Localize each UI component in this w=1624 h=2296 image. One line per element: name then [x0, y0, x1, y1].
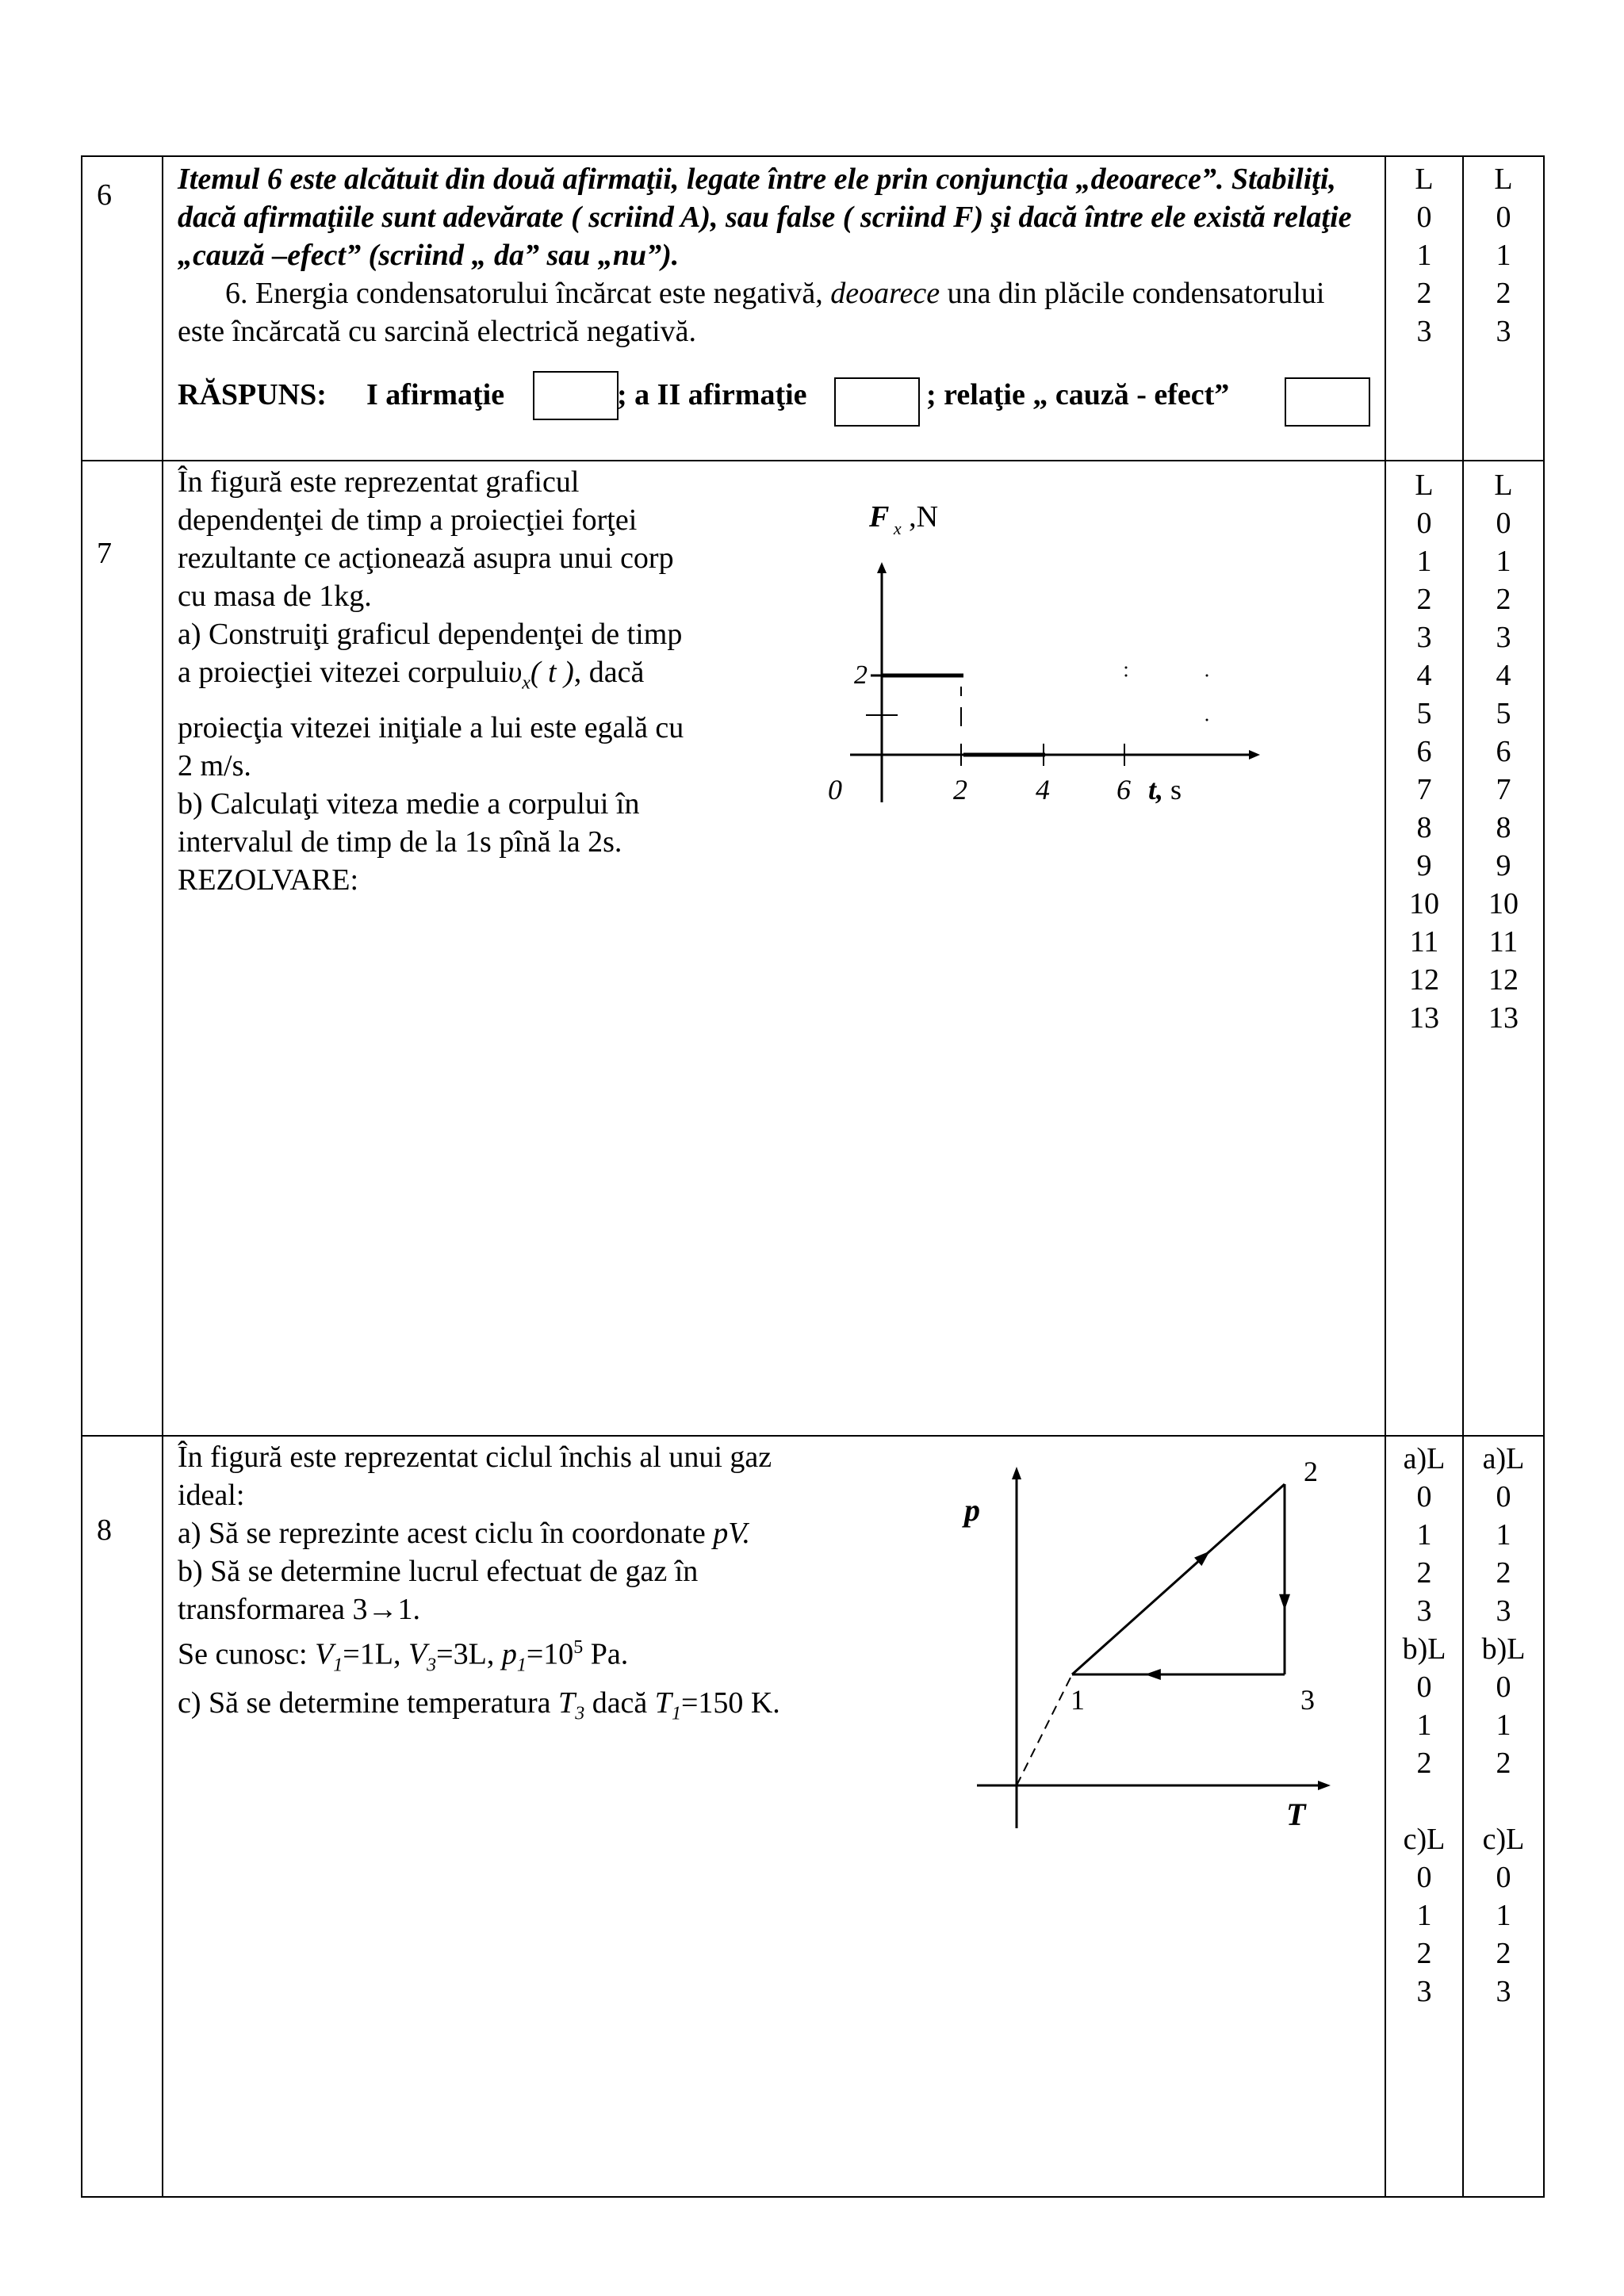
- score-label: 2: [1416, 277, 1432, 310]
- score-label: 5: [1416, 697, 1432, 730]
- score-label: 1: [1496, 1899, 1511, 1932]
- score-label: a)L: [1403, 1442, 1446, 1475]
- score-label: 1: [1416, 1709, 1432, 1742]
- answer-box-relation[interactable]: [1285, 377, 1370, 427]
- x-axis-label: t, s: [1148, 774, 1182, 806]
- text-fragment: dacă: [592, 1686, 648, 1720]
- score-label: 1: [1496, 1709, 1511, 1742]
- score-label: 11: [1409, 925, 1439, 959]
- answer-relation-label: ; relaţie „ cauză - efect”: [926, 378, 1230, 411]
- score-label: b)L: [1402, 1632, 1446, 1666]
- score-label: 0: [1416, 1480, 1432, 1513]
- score-label: 0: [1416, 1670, 1432, 1704]
- cycle-series: [1017, 1456, 1318, 1785]
- score-label: 10: [1488, 887, 1519, 920]
- statement-part1: Energia condensatorului încărcat este negativă,: [255, 277, 823, 310]
- score-label: 8: [1416, 811, 1432, 844]
- value: =3L,: [436, 1637, 495, 1671]
- score-label: 0: [1416, 201, 1432, 234]
- score-label: 0: [1496, 507, 1511, 540]
- score-label: 1: [1496, 545, 1511, 578]
- score-label: 2: [1496, 277, 1511, 310]
- score-label: 1: [1416, 545, 1432, 578]
- item-number: 6: [97, 178, 112, 212]
- score-label: 7: [1496, 773, 1511, 806]
- velocity-subscript: x: [522, 672, 530, 694]
- stray-dot: [1125, 675, 1128, 677]
- text-line: ideal:: [178, 1479, 245, 1512]
- p-axis-label: p: [964, 1492, 980, 1528]
- item-number: 8: [97, 1513, 112, 1547]
- temperature-symbol: T: [558, 1686, 576, 1720]
- x-tick-label: 6: [1116, 774, 1131, 806]
- x-tick-label: 4: [1036, 774, 1050, 806]
- stray-dot: [1125, 667, 1128, 669]
- text-line: cu masa de 1kg.: [178, 580, 372, 613]
- item7-score-column-1: [1386, 466, 1462, 1037]
- answer-second-label: ; a II afirmaţie: [617, 378, 807, 411]
- exam-table: [81, 155, 1545, 2198]
- stray-dot: [1206, 719, 1208, 721]
- score-label: 0: [1416, 1861, 1432, 1894]
- score-label: 2: [1496, 583, 1511, 616]
- score-label: 0: [1496, 1480, 1511, 1513]
- score-label: 0: [1496, 1670, 1511, 1704]
- text-line: [178, 653, 812, 702]
- score-label: 7: [1416, 773, 1432, 806]
- pressure-temperature-cycle: [945, 1456, 1389, 1852]
- answer-label: RĂSPUNS:: [178, 378, 327, 411]
- subscript: 1: [516, 1655, 527, 1676]
- score-label: 1: [1496, 239, 1511, 272]
- subscript: 1: [671, 1703, 681, 1724]
- stray-dot: [1206, 675, 1208, 677]
- origin-extension: [1017, 1674, 1072, 1785]
- text-line: [178, 1628, 971, 1684]
- score-label: 3: [1496, 621, 1511, 654]
- score-label: 13: [1409, 1001, 1439, 1035]
- score-label: 3: [1416, 315, 1432, 348]
- score-label: 3: [1496, 315, 1511, 348]
- velocity-symbol: υ: [508, 656, 523, 689]
- item6-statement: [178, 274, 1367, 350]
- text-fragment: Se cunosc:: [178, 1637, 308, 1671]
- row-divider-7-8: [81, 1435, 1545, 1437]
- score-label: 4: [1496, 659, 1511, 692]
- answer-first-label: I afirmaţie: [366, 378, 505, 411]
- t-axis-label: T: [1286, 1797, 1306, 1832]
- score-label: 5: [1496, 697, 1511, 730]
- text-line: rezultante ce acţionează asupra unui corp: [178, 541, 674, 575]
- score-label: 10: [1409, 887, 1439, 920]
- text-line: proiecţia vitezei iniţiale a lui este egală cu: [178, 710, 684, 744]
- answer-box-first[interactable]: [533, 371, 619, 420]
- text-line: În figură este reprezentat graficul: [178, 465, 580, 499]
- x-tick-label: 2: [953, 774, 967, 806]
- score-label: L: [1415, 163, 1434, 196]
- text-line: intervalul de timp de la 1s pînă la 2s.: [178, 825, 622, 859]
- text-fragment: c) Să se determine temperatura: [178, 1686, 551, 1720]
- score-label: 2: [1416, 1937, 1432, 1970]
- score-label: 1: [1416, 239, 1432, 272]
- item8-score-column-2: [1464, 1440, 1543, 2011]
- score-label: 12: [1409, 963, 1439, 997]
- score-label: 4: [1416, 659, 1432, 692]
- direction-arrow-icon: [1279, 1594, 1290, 1610]
- table-border-top: [81, 155, 1545, 157]
- subscript: 3: [427, 1655, 437, 1676]
- value: =10: [526, 1637, 574, 1671]
- text-fragment: a proiecţiei vitezei corpului: [178, 656, 508, 689]
- text-line: În figură este reprezentat ciclul închis al unui gaz: [178, 1441, 772, 1474]
- y-tick-label: 2: [854, 660, 868, 690]
- state-point-label: 1: [1071, 1684, 1085, 1716]
- score-label: 13: [1488, 1001, 1519, 1035]
- score-label: 1: [1416, 1899, 1432, 1932]
- text-line: dependenţei de timp a proiecţiei forţei: [178, 503, 638, 537]
- score-label: 0: [1416, 507, 1432, 540]
- item8-text: [178, 1438, 971, 1733]
- volume-symbol: V: [408, 1637, 427, 1671]
- statement-part2: una din plăcile condensatorului este încărcată cu sarcină electrică negativă.: [178, 277, 1325, 348]
- score-label: 8: [1496, 811, 1511, 844]
- subscript: 3: [575, 1703, 585, 1724]
- state-point-label: 3: [1300, 1684, 1315, 1716]
- text-line: [178, 1684, 971, 1733]
- volume-symbol: V: [315, 1637, 334, 1671]
- score-label: 3: [1416, 1975, 1432, 2008]
- score-label: 12: [1488, 963, 1519, 997]
- answer-box-second[interactable]: [834, 377, 920, 427]
- table-border-right: [1543, 155, 1545, 2198]
- value: =1L,: [343, 1637, 401, 1671]
- score-label: 2: [1416, 1556, 1432, 1590]
- value: =150 K.: [680, 1686, 780, 1720]
- item-number: 7: [97, 537, 112, 570]
- score-label: 2: [1416, 583, 1432, 616]
- item6-instruction: Itemul 6 este alcătuit din două afirmaţii, legate între ele prin conjuncţia „deoarece”. Stabiliţi, dacă afirmaţiile sunt adevărate ( scriind A), sau false ( scriind F) şi dacă între ele există relaţie „cauză –efect” (scriind „ da” sau „nu”).: [178, 163, 1352, 272]
- score-label: 1: [1416, 1518, 1432, 1552]
- x-tick-label: 0: [828, 774, 842, 806]
- score-label: c)L: [1482, 1823, 1525, 1856]
- unit: Pa.: [590, 1637, 629, 1671]
- score-label: 9: [1416, 849, 1432, 882]
- score-spacer: [1386, 1782, 1462, 1820]
- score-label: 2: [1496, 1556, 1511, 1590]
- text-fragment: , dacă: [573, 656, 645, 689]
- score-label: 9: [1496, 849, 1511, 882]
- table-border-bottom: [81, 2196, 1545, 2198]
- force-time-graph: [771, 488, 1342, 837]
- pressure-symbol: p: [501, 1637, 517, 1671]
- item6-score-column-1: [1386, 160, 1462, 350]
- direction-arrow-icon: [1145, 1669, 1161, 1680]
- score-label: 3: [1496, 1975, 1511, 2008]
- statement-number: 6.: [225, 277, 248, 310]
- item6-score-column-2: [1464, 160, 1543, 350]
- text-line: 2 m/s.: [178, 748, 251, 783]
- text-fragment: 1.: [397, 1593, 420, 1626]
- score-label: b)L: [1481, 1632, 1526, 1666]
- coordinates-symbol: pV.: [713, 1517, 751, 1550]
- item7-score-column-2: [1464, 466, 1543, 1037]
- statement-conjunction: deoarece: [830, 277, 940, 310]
- score-label: 3: [1416, 1594, 1432, 1628]
- text-line: [178, 1590, 971, 1628]
- score-label: c)L: [1403, 1823, 1446, 1856]
- score-label: 1: [1496, 1518, 1511, 1552]
- velocity-argument: ( t ): [530, 656, 574, 689]
- cycle-segment: [1072, 1484, 1285, 1674]
- score-label: 6: [1416, 735, 1432, 768]
- column-divider-number: [162, 155, 163, 2198]
- table-border-left: [81, 155, 82, 2198]
- text-line: [178, 1514, 971, 1552]
- score-label: 2: [1496, 1937, 1511, 1970]
- force-series: [882, 675, 1045, 755]
- text-fragment: transformarea 3: [178, 1593, 368, 1626]
- score-label: 3: [1496, 1594, 1511, 1628]
- exponent: 5: [573, 1637, 584, 1658]
- score-label: 0: [1496, 201, 1511, 234]
- state-point-label: 2: [1304, 1456, 1318, 1487]
- score-label: 2: [1496, 1747, 1511, 1780]
- temperature-symbol: T: [654, 1686, 672, 1720]
- text-line: b) Calculaţi viteza medie a corpului în: [178, 786, 640, 821]
- text-line: a) Construiţi graficul dependenţei de timp: [178, 618, 683, 651]
- text-fragment: a) Să se reprezinte acest ciclu în coordonate: [178, 1517, 706, 1550]
- score-spacer: [1464, 1782, 1543, 1820]
- solution-label: REZOLVARE:: [178, 863, 359, 897]
- score-label: 3: [1416, 621, 1432, 654]
- score-label: 6: [1496, 735, 1511, 768]
- score-label: L: [1494, 469, 1513, 502]
- item7-text: [178, 463, 812, 899]
- y-axis-label: F $_x$ ,N: [869, 500, 939, 538]
- text-line: b) Să se determine lucrul efectuat de gaz în: [178, 1555, 699, 1588]
- item8-score-column-1: [1386, 1440, 1462, 2011]
- score-label: 2: [1416, 1747, 1432, 1780]
- subscript: 1: [333, 1655, 343, 1676]
- score-label: 0: [1496, 1861, 1511, 1894]
- score-label: L: [1494, 163, 1513, 196]
- score-label: a)L: [1482, 1442, 1525, 1475]
- score-label: 11: [1488, 925, 1519, 959]
- score-label: L: [1415, 469, 1434, 502]
- arrow-symbol: →: [367, 1593, 398, 1626]
- row-divider-6-7: [81, 460, 1545, 461]
